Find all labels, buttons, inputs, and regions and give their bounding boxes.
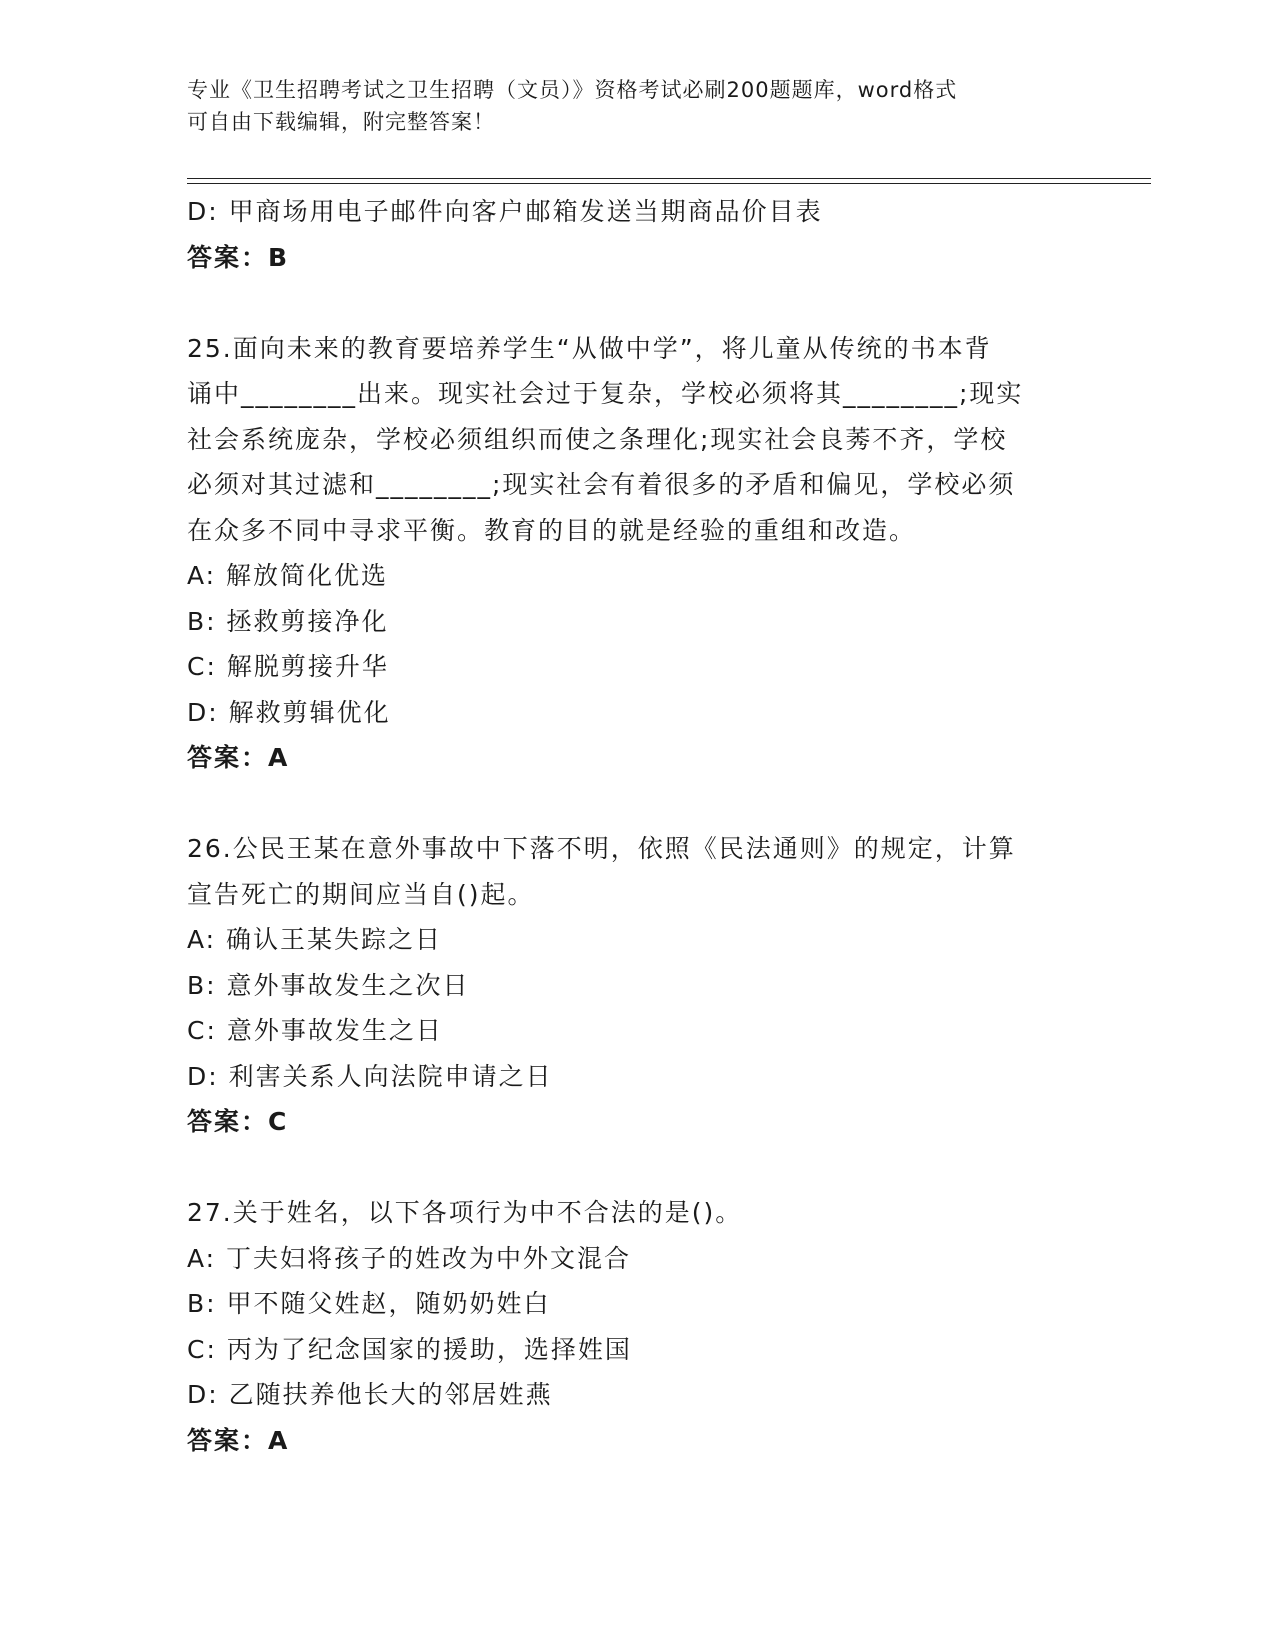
header-rule-bottom [187,183,1151,184]
header-rule-top [187,178,1151,179]
option-c: C: 解脱剪接升华 [187,652,389,681]
question-stem [187,826,1087,917]
answer-line: 答案：A [187,1425,290,1455]
stem-line: 诵中________出来。现实社会过于复杂，学校必须将其________;现实 [187,379,1024,408]
option-b: B: 拯救剪接净化 [187,606,389,636]
question-stem [187,1190,1087,1236]
stem-line: 26.公民王某在意外事故中下落不明，依照《民法通则》的规定，计算 [187,834,1016,863]
option-b: B: 意外事故发生之次日 [187,970,470,1000]
spacer [187,781,1087,827]
option-d: D: 利害关系人向法院申请之日 [187,1061,553,1091]
option-c: C: 丙为了纪念国家的援助，选择姓国 [187,1334,632,1364]
question-25 [187,326,1087,781]
question-26 [187,826,1087,1145]
option-b: B: 甲不随父姓赵，随奶奶姓白 [187,1289,551,1318]
option-a: A: 丁夫妇将孩子的姓改为中外文混合 [187,1243,632,1273]
answer-line: 答案：A [187,743,290,772]
answer-line: 答案：B [187,242,290,272]
question-27 [187,1190,1087,1463]
question-stem [187,326,1087,554]
answer-line: 答案：C [187,1107,289,1136]
header-line-1: 专业《卫生招聘考试之卫生招聘（文员）》资格考试必刷200题题库，word格式 [187,78,958,102]
stem-line: 社会系统庞杂，学校必须组织而使之条理化;现实社会良莠不齐，学校 [187,424,1008,454]
option-d: D: 解救剪辑优化 [187,697,391,727]
stem-line: 27.关于姓名，以下各项行为中不合法的是()。 [187,1198,743,1227]
document-header [187,74,1087,138]
header-line-2: 可自由下载编辑，附完整答案！ [187,110,495,134]
option-d: D: 乙随扶养他长大的邻居姓燕 [187,1380,553,1409]
document-body [187,189,1087,1463]
stem-line: 25.面向未来的教育要培养学生“从做中学”，将儿童从传统的书本背 [187,333,992,363]
spacer [187,280,1087,326]
stem-line: 必须对其过滤和________;现实社会有着很多的矛盾和偏见，学校必须 [187,470,1016,499]
option-a: A: 解放简化优选 [187,561,389,590]
stem-line: 在众多不同中寻求平衡。教育的目的就是经验的重组和改造。 [187,515,917,545]
option-a: A: 确认王某失踪之日 [187,925,443,954]
stem-line: 宣告死亡的期间应当自()起。 [187,879,535,909]
option-d: D: 甲商场用电子邮件向客户邮箱发送当期商品价目表 [187,197,823,226]
option-c: C: 意外事故发生之日 [187,1016,443,1045]
spacer [187,1145,1087,1191]
